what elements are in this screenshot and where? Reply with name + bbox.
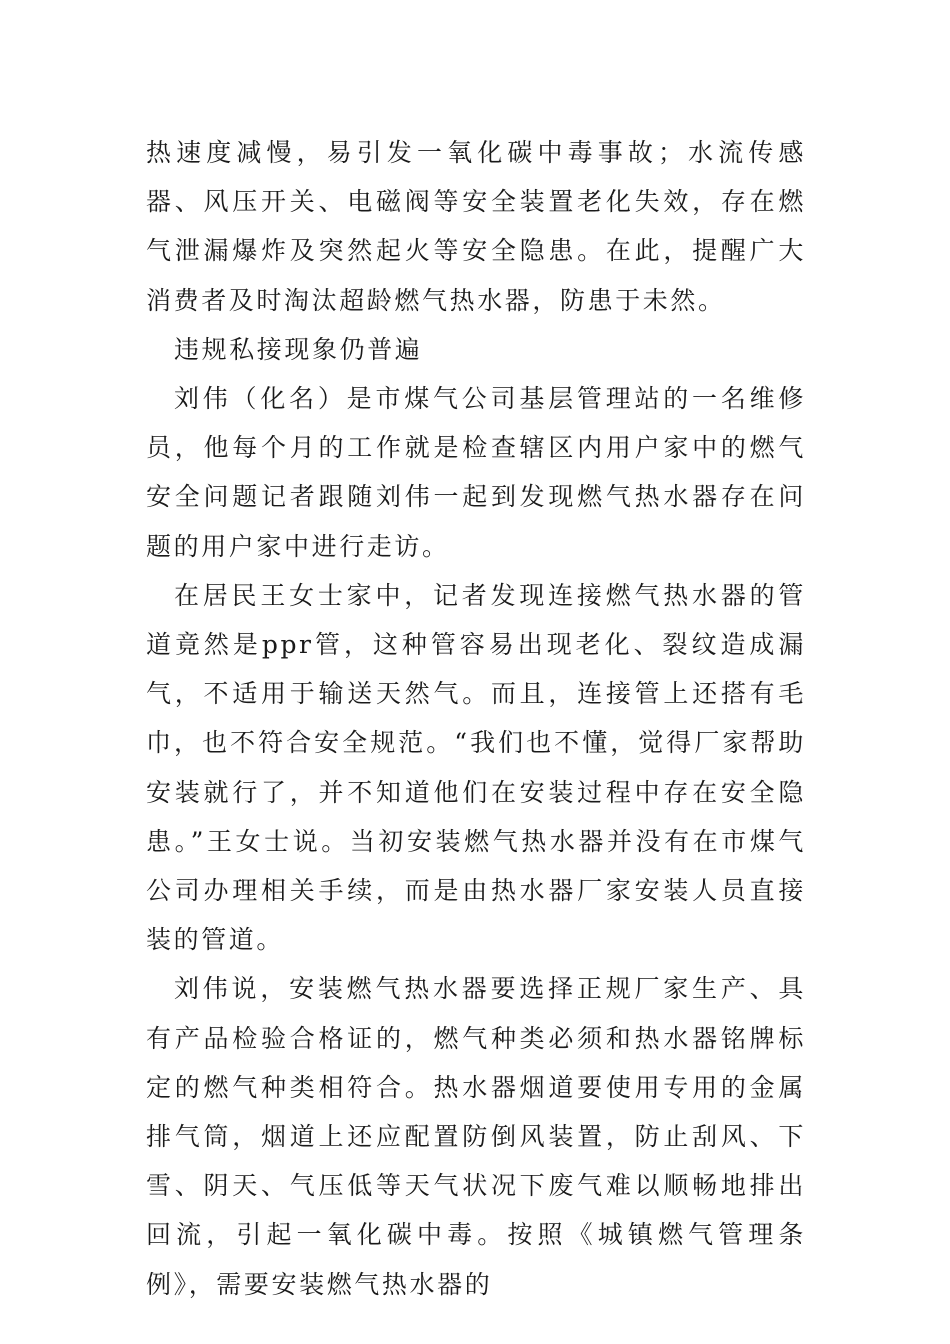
paragraph: 在居民王女士家中，记者发现连接燃气热水器的管道竟然是ppr管，这种管容易出现老化、裂纹造成漏气，不适用于输送天然气。而且，连接管上还搭有毛巾，也不符合安全规范。“我们也不懂，觉得厂家帮助安装就行了，并不知道他们在安装过程中存在安全隐患。”王女士说。当初安装燃气热水器并没有在市煤气公司办理相关手续，而是由热水器厂家安装人员直接装的管道。 bbox=[146, 580, 806, 955]
paragraph: 刘伟（化名）是市煤气公司基层管理站的一名维修员，他每个月的工作就是检查辖区内用户家中的燃气安全问题记者跟随刘伟一起到发现燃气热水器存在问题的用户家中进行走访。 bbox=[146, 384, 806, 561]
section-heading: 违规私接现象仍普遍 bbox=[174, 334, 423, 364]
paragraph-continuation: 热速度减慢，易引发一氧化碳中毒事故；水流传感器、风压开关、电磁阀等安全装置老化失效，存在燃气泄漏爆炸及突然起火等安全隐患。在此，提醒广大消费者及时淘汰超龄燃气热水器，防患于未然。 bbox=[146, 138, 806, 315]
article-body bbox=[146, 128, 806, 1309]
paragraph: 刘伟说，安装燃气热水器要选择正规厂家生产、具有产品检验合格证的，燃气种类必须和热水器铭牌标定的燃气种类相符合。热水器烟道要使用专用的金属排气筒，烟道上还应配置防倒风装置，防止刮风、下雪、阴天、气压低等天气状况下废气难以顺畅地排出回流，引起一氧化碳中毒。按照《城镇燃气管理条例》，需要安装燃气热水器的 bbox=[146, 974, 806, 1299]
